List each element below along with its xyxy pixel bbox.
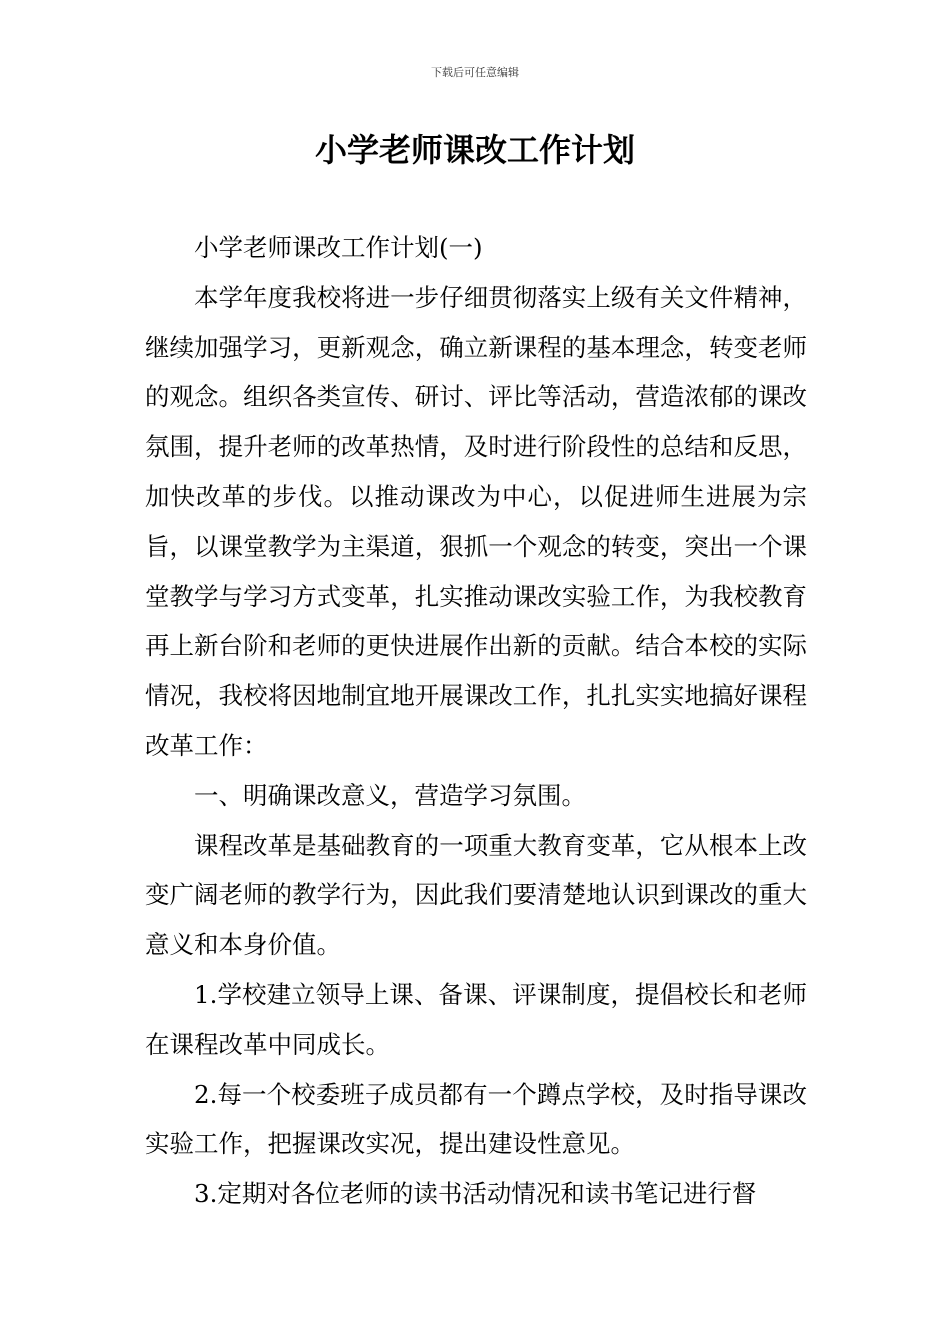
paragraph: 本学年度我校将进一步仔细贯彻落实上级有关文件精神，继续加强学习，更新观念，确立新课程的基本理念，转变老师的观念。组织各类宣传、研讨、评比等活动，营造浓郁的课改氛围，提升老师的改革热情，及时进行阶段性的总结和反思，加快改革的步伐。以推动课改为中心，以促进师生进展为宗旨，以课堂教学为主渠道，狠抓一个观念的转变，突出一个课堂教学与学习方式变革，扎实推动课改实验工作，为我校教育再上新台阶和老师的更快进展作出新的贡献。结合本校的实际情况，我校将因地制宜地开展课改工作，扎扎实实地搞好课程改革工作： xyxy=(145,282,807,760)
document-title: 小学老师课改工作计划 xyxy=(314,131,635,169)
header-note: 下载后可任意编辑 xyxy=(431,66,519,79)
list-item: 2.每一个校委班子成员都有一个蹲点学校，及时指导课改实验工作，把握课改实况，提出建设性意见。 xyxy=(145,1079,807,1159)
paragraph-subtitle: 小学老师课改工作计划(一) xyxy=(194,233,483,262)
paragraph: 课程改革是基础教育的一项重大教育变革，它从根本上改变广阔老师的教学行为，因此我们要清楚地认识到课改的重大意义和本身价值。 xyxy=(145,830,807,960)
section-heading: 一、明确课改意义，营造学习氛围。 xyxy=(194,780,586,810)
list-item: 1.学校建立领导上课、备课、评课制度，提倡校长和老师在课程改革中同成长。 xyxy=(145,979,807,1059)
document-body xyxy=(145,223,807,1219)
list-item: 3.定期对各位老师的读书活动情况和读书笔记进行督 xyxy=(194,1179,757,1209)
